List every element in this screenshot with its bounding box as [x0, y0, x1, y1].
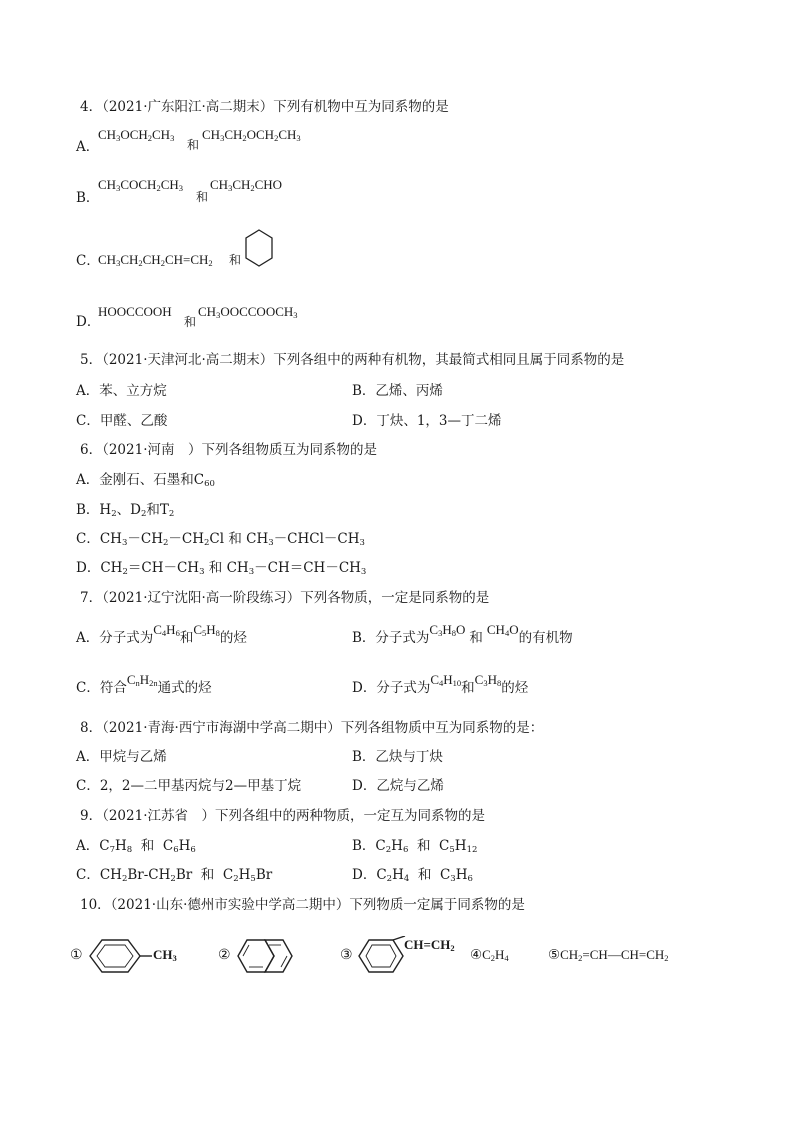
- option-text: 通式的烃: [157, 680, 212, 696]
- option-label: D．: [76, 314, 101, 330]
- q10-item-3-number: ③: [340, 947, 353, 963]
- toluene-ch3-group: $CH_3$: [153, 947, 177, 963]
- q6-option-c[interactable]: C．$CH_3-CH_2-CH_2Cl$ 和 $CH_3-CHCl-CH_3$: [76, 531, 365, 548]
- option-text: 的烃: [501, 680, 529, 696]
- q4-b-he: 和: [196, 190, 209, 204]
- q4-stem: 4．（2021·广东阳江·高二期末）下列有机物中互为同系物的是: [80, 99, 449, 115]
- q4-d-formula-1: HOOCCOOH: [98, 304, 172, 319]
- q10-stem: 10．（2021·山东·德州市实验中学高二期中）下列物质一定属于同系物的是: [80, 897, 525, 913]
- formula-ch4o: $CH_4O$: [486, 622, 519, 638]
- he: 和: [461, 680, 475, 696]
- q6-option-b[interactable]: B．$H_2$、$D_2$和$T_2$: [76, 502, 175, 519]
- q4-c-formula-1: $CH_3CH_2CH_2CH=CH_2$: [98, 252, 213, 268]
- he: 和: [469, 630, 483, 646]
- item-number: ⑤: [548, 947, 561, 963]
- q9-option-c[interactable]: C．$CH_2Br-CH_2Br$ 和 $C_2H_5Br$: [76, 867, 273, 884]
- q7-option-a[interactable]: [76, 622, 247, 647]
- q7-option-d[interactable]: [352, 672, 529, 697]
- cyclohexane-structure: [243, 228, 275, 268]
- formula-c2h4: $C_2H_4$: [482, 947, 509, 963]
- q8-option-c[interactable]: C．2，2—二甲基丙烷与2—甲基丁烷: [76, 778, 302, 794]
- q4-option-a[interactable]: [76, 138, 99, 156]
- he: 和: [179, 630, 194, 646]
- q9-option-d[interactable]: D．$C_2H_4$ 和 $C_3H_6$: [352, 867, 473, 884]
- q9-stem: 9．（2021·江苏省 ）下列各组中的两种物质，一定互为同系物的是: [80, 808, 485, 824]
- formula-c5h8: $C_5H_8$: [193, 622, 220, 638]
- q5-option-b[interactable]: B．乙烯、丙烯: [352, 383, 443, 399]
- formula-butadiene: $CH_2=CH—CH=CH_2$: [560, 947, 669, 963]
- q8-stem: 8．（2021·青海·西宁市海湖中学高二期中）下列各组物质中互为同系物的是：: [80, 720, 544, 736]
- q5-option-c[interactable]: C．甲醛、乙酸: [76, 413, 168, 429]
- q7-option-b[interactable]: [352, 622, 573, 647]
- q5-stem: 5．（2021·天津河北·高二期末）下列各组中的两种有机物，其最简式相同且属于同系物的是: [80, 352, 625, 368]
- q4-b-formula-1: $CH_3COCH_2CH_3$: [98, 177, 183, 193]
- q9-option-b[interactable]: B．$C_2H_6$ 和 $C_5H_{12}$: [352, 838, 478, 855]
- q6-option-a[interactable]: A．金刚石、石墨和$C_{60}$: [76, 472, 215, 489]
- q6-option-d[interactable]: D．$CH_2=CH-CH_3$ 和 $CH_3-CH=CH-CH_3$: [76, 560, 367, 577]
- q10-item-4: [470, 946, 509, 964]
- formula-c4h6: $C_4H_6$: [153, 622, 180, 638]
- option-label: C．: [76, 253, 100, 269]
- option-label: A．: [76, 139, 100, 155]
- q10-item-1-number: ①: [70, 947, 83, 963]
- q4-b-formula-2: $CH_3CH_2CHO$: [210, 177, 283, 193]
- styrene-vinyl-group: $CH=CH_2$: [404, 937, 455, 953]
- q7-stem: 7．（2021·辽宁沈阳·高一阶段练习）下列各物质，一定是同系物的是: [80, 590, 490, 606]
- q8-option-d[interactable]: D．乙烷与乙烯: [352, 778, 444, 794]
- q8-option-b[interactable]: B．乙炔与丁炔: [352, 749, 443, 765]
- formula-c3h8o: $C_3H_8O$: [429, 622, 466, 638]
- option-text: 的烃: [219, 630, 247, 646]
- option-text: B．分子式为: [352, 630, 430, 646]
- formula-c3h8: $C_3H_8$: [474, 672, 502, 688]
- q10-item-5: [548, 946, 669, 964]
- option-text: D．分子式为: [352, 680, 431, 696]
- q5-option-a[interactable]: A．苯、立方烷: [76, 383, 167, 399]
- option-text: C．符合: [76, 680, 127, 696]
- q7-option-c[interactable]: [76, 672, 212, 697]
- q9-option-a[interactable]: A．$C_7H_8$ 和 $C_6H_6$: [76, 838, 196, 855]
- q4-d-he: 和: [184, 315, 197, 329]
- item-number: ④: [470, 947, 483, 963]
- q4-a-he: 和: [187, 138, 200, 152]
- q8-option-a[interactable]: A．甲烷与乙烯: [76, 749, 167, 765]
- option-text: 的有机物: [518, 630, 573, 646]
- formula-cnh2n: $C_nH_{2n}$: [126, 672, 158, 688]
- q4-a-formula-2: $CH_3CH_2OCH_2CH_3$: [202, 127, 301, 143]
- q4-c-he: 和: [229, 253, 242, 267]
- formula-c4h10: $C_4H_{10}$: [430, 672, 462, 688]
- q4-a-formula-1: $CH_3OCH_2CH_3$: [98, 127, 175, 143]
- q5-option-d[interactable]: D．丁炔、1，3—丁二烯: [352, 413, 502, 429]
- q4-option-d[interactable]: [76, 313, 100, 331]
- naphthalene-structure: [236, 936, 302, 976]
- q4-option-b[interactable]: [76, 189, 99, 207]
- option-label: B．: [76, 190, 100, 206]
- option-text: A．分子式为: [76, 630, 154, 646]
- q6-stem: 6．（2021·河南 ）下列各组物质互为同系物的是: [80, 442, 377, 458]
- q4-d-formula-2: $CH_3OOCCOOCH_3$: [198, 304, 298, 320]
- q10-item-2-number: ②: [218, 947, 231, 963]
- q4-option-c[interactable]: [76, 252, 100, 270]
